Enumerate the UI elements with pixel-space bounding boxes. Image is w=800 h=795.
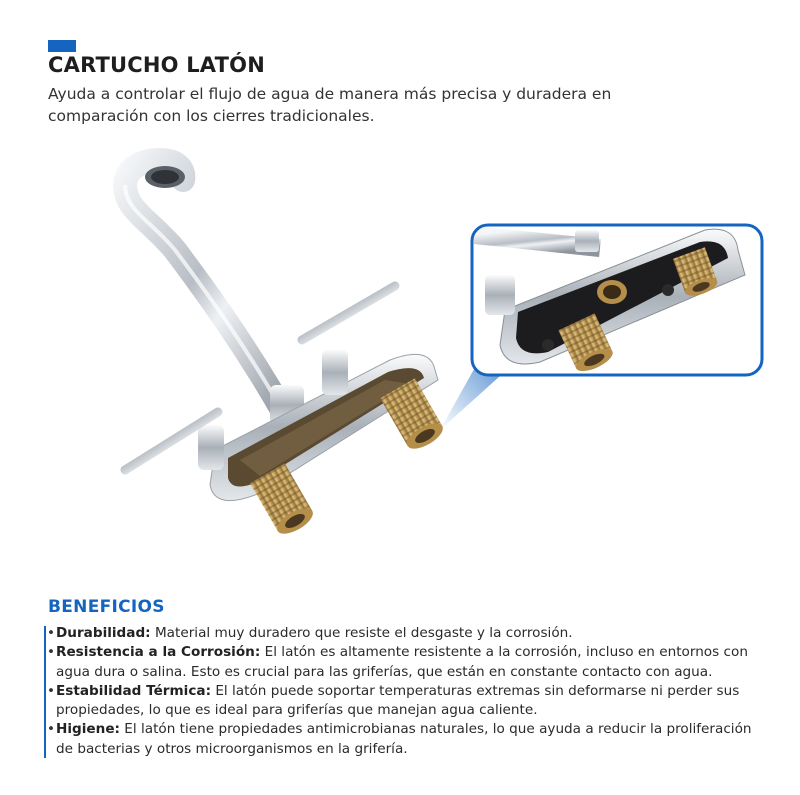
benefits-title: BENEFICIOS xyxy=(48,597,165,617)
benefit-term: Durabilidad: xyxy=(56,625,151,641)
benefit-term: Resistencia a la Corrosión: xyxy=(56,644,261,661)
benefit-text: El latón puede soportar temperaturas extremas sin deformarse ni perder sus propiedades, lo que es ideal para griferías que manejan agua caliente. xyxy=(56,682,740,719)
cartridge-closeup xyxy=(472,225,762,376)
benefit-text: El latón tiene propiedades antimicrobianas naturales, lo que ayuda a reducir la proliferación de bacterias y otros microorganismos en la grifería. xyxy=(56,721,752,757)
benefit-item-corrosion xyxy=(44,643,764,682)
benefit-item-termica xyxy=(44,682,764,721)
benefit-term: Higiene: xyxy=(56,721,120,738)
benefit-item-higiene xyxy=(44,720,764,759)
faucet-illustration xyxy=(0,140,800,600)
accent-bar xyxy=(48,40,76,52)
page-title: CARTUCHO LATÓN xyxy=(48,53,265,77)
benefit-text: El latón es altamente resistente a la corrosión, incluso en entornos con agua dura o salina. Esto es crucial para las griferías, que están en constante contacto con agua. xyxy=(56,644,748,680)
benefits-list xyxy=(44,624,764,759)
page-subtitle: Ayuda a controlar el flujo de agua de manera más precisa y duradera en comparación con los cierres tradicionales. xyxy=(48,85,612,125)
benefit-item-durabilidad xyxy=(44,624,764,643)
benefit-text: Material muy duradero que resiste el desgaste y la corrosión. xyxy=(150,625,573,641)
benefit-term: Estabilidad Térmica: xyxy=(56,682,212,699)
